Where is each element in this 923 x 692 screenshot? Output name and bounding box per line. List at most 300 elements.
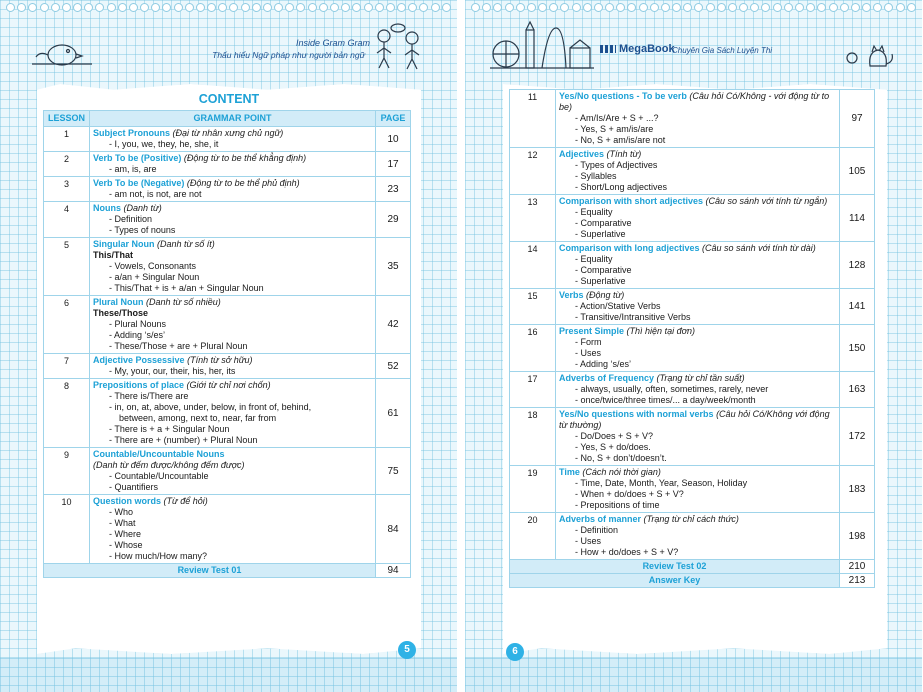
page-number: 17 — [376, 152, 411, 177]
lesson-number: 7 — [44, 354, 90, 379]
bird-doodle-icon — [28, 38, 98, 72]
grammar-point-title: Adverbs of Frequency — [559, 373, 655, 383]
spiral-hole — [538, 3, 547, 12]
page-number: 42 — [376, 296, 411, 354]
grammar-point-title: Singular Noun — [93, 239, 155, 249]
spiral-hole — [419, 3, 428, 12]
page-number: 172 — [840, 408, 875, 466]
grammar-item: - Types of Adjectives — [575, 160, 658, 170]
grammar-point-title: Verbs — [559, 290, 584, 300]
grammar-item: - in, on, at, above, under, below, in front of, behind, — [109, 402, 312, 412]
grammar-point-vietnamese: (Danh từ đếm được/không đếm được) — [93, 460, 245, 470]
lesson-number: 4 — [44, 202, 90, 238]
toc-row-lesson-10 — [44, 495, 411, 564]
grammar-point-vietnamese: (Động từ to be thể khẳng định) — [183, 153, 307, 163]
toc-row-lesson-5 — [44, 238, 411, 296]
spiral-hole — [907, 3, 916, 12]
grammar-item: - am not, is not, are not — [109, 189, 202, 199]
grammar-item: - When + do/does + S + V? — [575, 489, 684, 499]
grammar-item: - Syllables — [575, 171, 617, 181]
spiral-hole — [129, 3, 138, 12]
grammar-item: - No, S + don’t/doesn’t. — [575, 453, 667, 463]
lesson-number: 20 — [510, 513, 556, 560]
spiral-hole — [627, 3, 636, 12]
spiral-hole — [40, 3, 49, 12]
grammar-point-title: Time — [559, 467, 580, 477]
spiral-hole — [516, 3, 525, 12]
spiral-hole — [185, 3, 194, 12]
grammar-point-heading — [93, 239, 372, 250]
grammar-point — [556, 325, 840, 372]
spiral-hole — [527, 3, 536, 12]
lesson-number: 2 — [44, 152, 90, 177]
spiral-hole — [873, 3, 882, 12]
toc-row-lesson-18 — [510, 408, 875, 466]
spiral-hole — [95, 3, 104, 12]
grammar-point — [90, 202, 376, 238]
grammar-point — [90, 296, 376, 354]
grammar-point-heading — [559, 409, 836, 431]
spiral-hole — [386, 3, 395, 12]
grammar-point-heading — [93, 297, 372, 308]
review-page-number: 213 — [840, 574, 875, 588]
grammar-point-heading — [559, 373, 836, 384]
grammar-point-vietnamese: (Tính từ sở hữu) — [187, 355, 253, 365]
grammar-point-title: Subject Pronouns — [93, 128, 171, 138]
grammar-point-vietnamese: (Động từ) — [586, 290, 625, 300]
grammar-point-vietnamese: (Trạng từ chỉ tần suất) — [656, 373, 745, 383]
spiral-hole — [661, 3, 670, 12]
toc-row-review — [510, 574, 875, 588]
grammar-point — [90, 354, 376, 379]
grammar-point — [90, 238, 376, 296]
spiral-hole — [431, 3, 440, 12]
grammar-item: - am, is, are — [109, 164, 157, 174]
grammar-item: - Adding ‘s/es’ — [109, 330, 166, 340]
grammar-item: - Who — [109, 507, 134, 517]
cat-doodle-icon — [840, 36, 898, 70]
grammar-point-title: Adjective Possessive — [93, 355, 185, 365]
spiral-hole — [375, 3, 384, 12]
lesson-number: 1 — [44, 127, 90, 152]
spiral-hole — [840, 3, 849, 12]
grammar-point-vietnamese: (Câu hỏi Có/Không với động từ thường) — [559, 409, 830, 430]
toc-header-row — [44, 111, 411, 127]
grammar-item: - I, you, we, they, he, she, it — [109, 139, 219, 149]
grammar-item: - Definition — [109, 214, 153, 224]
spiral-hole — [761, 3, 770, 12]
grammar-subheading: This/That — [93, 250, 133, 260]
toc-row-lesson-3 — [44, 177, 411, 202]
spiral-hole — [560, 3, 569, 12]
page-number: 198 — [840, 513, 875, 560]
page-number: 29 — [376, 202, 411, 238]
lesson-number: 13 — [510, 195, 556, 242]
grammar-point-heading — [93, 203, 372, 214]
grammar-point-title: Yes/No questions with normal verbs — [559, 409, 714, 419]
review-label: Answer Key — [510, 574, 840, 588]
toc-row-lesson-20 — [510, 513, 875, 560]
toc-row-lesson-9 — [44, 448, 411, 495]
grammar-item: - There are + (number) + Plural Noun — [109, 435, 258, 445]
grammar-point-vietnamese: (Danh từ số ít) — [157, 239, 215, 249]
stick-figures-icon — [370, 22, 428, 74]
spiral-hole — [174, 3, 183, 12]
page-number: 150 — [840, 325, 875, 372]
grammar-item: - Comparative — [575, 218, 632, 228]
spiral-hole — [241, 3, 250, 12]
page-number: 75 — [376, 448, 411, 495]
grammar-point — [556, 289, 840, 325]
book-series-title: Inside Gram Gram — [295, 38, 370, 48]
content-title: CONTENT — [198, 92, 260, 106]
spiral-hole — [594, 3, 603, 12]
grammar-point-vietnamese: (Danh từ) — [123, 203, 162, 213]
lesson-number: 12 — [510, 148, 556, 195]
lesson-number: 16 — [510, 325, 556, 372]
spiral-hole — [6, 3, 15, 12]
spiral-hole — [683, 3, 692, 12]
grammar-point-heading — [559, 196, 836, 207]
grammar-point-title: Question words — [93, 496, 162, 506]
spiral-hole — [896, 3, 905, 12]
grammar-point-heading — [559, 514, 836, 525]
lesson-number: 15 — [510, 289, 556, 325]
grammar-item: - Adding ‘s/es’ — [575, 359, 632, 369]
page-number: 61 — [376, 379, 411, 448]
spiral-hole — [118, 3, 127, 12]
grammar-point-heading — [93, 380, 372, 391]
grammar-item: - Equality — [575, 207, 613, 217]
spiral-hole — [296, 3, 305, 12]
grammar-item: - Short/Long adjectives — [575, 182, 668, 192]
review-page-number: 210 — [840, 560, 875, 574]
grammar-item: - Where — [109, 529, 142, 539]
grammar-point-title: Adverbs of manner — [559, 514, 642, 524]
brand-name: MegaBook — [619, 43, 675, 55]
lesson-column-header: LESSON — [44, 111, 90, 127]
grammar-point-title: Adjectives — [559, 149, 605, 159]
grammar-item: - There is/There are — [109, 391, 189, 401]
grammar-item: - Vowels, Consonants — [109, 261, 197, 271]
grammar-item: - Countable/Uncountable — [109, 471, 209, 481]
spiral-hole — [694, 3, 703, 12]
grammar-item: - Prepositions of time — [575, 500, 660, 510]
spiral-hole — [442, 3, 451, 12]
grammar-item: - Superlative — [575, 229, 626, 239]
grammar-point-heading — [559, 467, 836, 478]
grammar-point-vietnamese: (Đại từ nhân xưng chủ ngữ) — [172, 128, 284, 138]
grammar-item: - Definition — [575, 525, 619, 535]
spiral-hole — [672, 3, 681, 12]
spiral-hole — [196, 3, 205, 12]
review-page-number: 94 — [376, 564, 411, 578]
grammar-point — [90, 495, 376, 564]
spiral-hole — [62, 3, 71, 12]
grammar-item: - My, your, our, their, his, her, its — [109, 366, 236, 376]
spiral-hole — [549, 3, 558, 12]
grammar-item: - Time, Date, Month, Year, Season, Holiday — [575, 478, 748, 488]
grammar-point — [90, 379, 376, 448]
toc-row-lesson-14 — [510, 242, 875, 289]
grammar-point-vietnamese: (Trạng từ chỉ cách thức) — [643, 514, 739, 524]
spiral-hole — [207, 3, 216, 12]
grammar-point-title: Verb To be (Positive) — [93, 153, 182, 163]
spiral-hole — [728, 3, 737, 12]
grammar-column-header: GRAMMAR POINT — [90, 111, 376, 127]
toc-row-lesson-1 — [44, 127, 411, 152]
page-number: 97 — [840, 90, 875, 148]
toc-row-lesson-15 — [510, 289, 875, 325]
grammar-item: - once/twice/three times/... a day/week/month — [575, 395, 756, 405]
spiral-hole — [151, 3, 160, 12]
grammar-point — [556, 242, 840, 289]
spiral-hole — [784, 3, 793, 12]
grammar-point-vietnamese: (Câu so sánh với tính từ ngắn) — [705, 196, 828, 206]
lesson-number: 5 — [44, 238, 90, 296]
page-number-left: 5 — [398, 641, 416, 659]
page-number: 114 — [840, 195, 875, 242]
spiral-hole — [795, 3, 804, 12]
page-number: 183 — [840, 466, 875, 513]
spiral-hole — [829, 3, 838, 12]
spiral-hole — [84, 3, 93, 12]
grammar-point-heading — [559, 149, 836, 160]
grammar-point-heading — [93, 178, 372, 189]
spiral-hole — [397, 3, 406, 12]
review-label: Review Test 01 — [44, 564, 376, 578]
spiral-hole — [229, 3, 238, 12]
grammar-item: - Do/Does + S + V? — [575, 431, 654, 441]
grammar-point-vietnamese: (Danh từ số nhiều) — [146, 297, 221, 307]
spiral-hole — [308, 3, 317, 12]
lesson-number: 17 — [510, 372, 556, 408]
grammar-item: - Quantifiers — [109, 482, 159, 492]
spiral-hole — [884, 3, 893, 12]
spiral-hole — [572, 3, 581, 12]
page-number-right: 6 — [506, 643, 524, 661]
spiral-hole — [773, 3, 782, 12]
grammar-point-vietnamese: (Tính từ) — [606, 149, 642, 159]
spiral-hole — [583, 3, 592, 12]
grammar-point-heading — [93, 153, 372, 164]
grammar-item: - Action/Stative Verbs — [575, 301, 661, 311]
spiral-hole — [471, 3, 480, 12]
grammar-item: - Yes, S + am/is/are — [575, 124, 654, 134]
grammar-point-heading — [93, 496, 372, 507]
page-column-header: PAGE — [376, 111, 411, 127]
book-subtitle: Thấu hiểu Ngữ pháp như người bản ngữ — [212, 50, 365, 60]
page-number: 128 — [840, 242, 875, 289]
grammar-point-heading — [93, 449, 372, 460]
grammar-item: - Comparative — [575, 265, 632, 275]
spiral-hole — [274, 3, 283, 12]
grammar-point-vietnamese: (Động từ to be thể phủ định) — [186, 178, 300, 188]
toc-row-review — [510, 560, 875, 574]
grammar-point — [556, 148, 840, 195]
spiral-hole — [218, 3, 227, 12]
grammar-item: - How + do/does + S + V? — [575, 547, 679, 557]
grammar-point-heading — [93, 128, 372, 139]
grammar-point-vietnamese: (Giới từ chỉ nơi chốn) — [186, 380, 271, 390]
grammar-item: - Form — [575, 337, 602, 347]
grammar-item: - always, usually, often, sometimes, rarely, never — [575, 384, 769, 394]
grammar-point — [90, 127, 376, 152]
grammar-item: - There is + a + Singular Noun — [109, 424, 230, 434]
grammar-point-heading — [559, 290, 836, 301]
grammar-point — [556, 372, 840, 408]
grammar-point-title: Present Simple — [559, 326, 625, 336]
spiral-binding-right — [471, 3, 916, 15]
grammar-point-vietnamese: (Thì hiện tại đơn) — [626, 326, 696, 336]
grammar-item: - Types of nouns — [109, 225, 176, 235]
spiral-hole — [806, 3, 815, 12]
lesson-number: 14 — [510, 242, 556, 289]
grammar-item: - These/Those + are + Plural Noun — [109, 341, 248, 351]
spiral-hole — [51, 3, 60, 12]
spiral-hole — [319, 3, 328, 12]
page-number: 52 — [376, 354, 411, 379]
grammar-item: - How much/How many? — [109, 551, 208, 561]
spiral-hole — [717, 3, 726, 12]
toc-row-review — [44, 564, 411, 578]
lesson-number: 9 — [44, 448, 90, 495]
grammar-point-title: Plural Noun — [93, 297, 144, 307]
megabook-logo — [600, 43, 675, 55]
spiral-hole — [862, 3, 871, 12]
spiral-hole — [263, 3, 272, 12]
toc-row-lesson-12 — [510, 148, 875, 195]
spiral-hole — [817, 3, 826, 12]
megabook-logo-icon — [600, 45, 616, 53]
spiral-hole — [650, 3, 659, 12]
grammar-point — [556, 195, 840, 242]
spiral-hole — [28, 3, 37, 12]
grammar-item: - Plural Nouns — [109, 319, 167, 329]
grammar-item: - Uses — [575, 536, 602, 546]
spiral-hole — [851, 3, 860, 12]
spiral-hole — [739, 3, 748, 12]
grammar-item: - This/That + is + a/an + Singular Noun — [109, 283, 264, 293]
grammar-item: - a/an + Singular Noun — [109, 272, 200, 282]
spiral-hole — [352, 3, 361, 12]
grammar-item: - What — [109, 518, 136, 528]
grammar-point-title: Comparison with short adjectives — [559, 196, 704, 206]
spiral-hole — [285, 3, 294, 12]
grammar-point-heading — [559, 91, 836, 113]
spiral-hole — [493, 3, 502, 12]
spiral-hole — [505, 3, 514, 12]
page-bottom-strip — [465, 658, 922, 692]
spiral-hole — [140, 3, 149, 12]
spiral-hole — [616, 3, 625, 12]
grammar-point-title: Verb To be (Negative) — [93, 178, 185, 188]
grammar-point — [90, 152, 376, 177]
toc-row-lesson-2 — [44, 152, 411, 177]
toc-row-lesson-16 — [510, 325, 875, 372]
toc-row-lesson-11 — [510, 90, 875, 148]
lesson-number: 3 — [44, 177, 90, 202]
grammar-item: between, among, next to, near, far from — [119, 413, 277, 423]
grammar-point — [556, 90, 840, 148]
page-number: 10 — [376, 127, 411, 152]
grammar-item: - Am/Is/Are + S + ...? — [575, 113, 659, 123]
lesson-number: 8 — [44, 379, 90, 448]
toc-table-right — [509, 89, 875, 588]
grammar-item: - Uses — [575, 348, 602, 358]
spiral-hole — [341, 3, 350, 12]
lesson-number: 11 — [510, 90, 556, 148]
spiral-binding-left — [6, 3, 451, 15]
grammar-point-title: Prepositions of place — [93, 380, 185, 390]
grammar-point-vietnamese: (Từ để hỏi) — [163, 496, 208, 506]
grammar-item: - Transitive/Intransitive Verbs — [575, 312, 691, 322]
grammar-point-heading — [93, 355, 372, 366]
page-number: 141 — [840, 289, 875, 325]
spiral-hole — [73, 3, 82, 12]
grammar-point — [556, 466, 840, 513]
spiral-hole — [706, 3, 715, 12]
spiral-hole — [364, 3, 373, 12]
grammar-point-heading — [559, 243, 836, 254]
grammar-item: - Equality — [575, 254, 613, 264]
brand-tagline: Chuyên Gia Sách Luyện Thi — [672, 46, 773, 55]
grammar-item: - Yes, S + do/does. — [575, 442, 651, 452]
lesson-number: 10 — [44, 495, 90, 564]
toc-row-lesson-4 — [44, 202, 411, 238]
grammar-point — [556, 408, 840, 466]
grammar-item: - Whose — [109, 540, 143, 550]
book-spine — [457, 0, 465, 692]
grammar-point-title: Comparison with long adjectives — [559, 243, 700, 253]
grammar-point-vietnamese: (Câu hỏi Có/Không - với động từ to be) — [559, 91, 830, 112]
grammar-point-title: Countable/Uncountable Nouns — [93, 449, 225, 459]
grammar-point — [90, 177, 376, 202]
review-label: Review Test 02 — [510, 560, 840, 574]
grammar-point-heading — [559, 326, 836, 337]
grammar-point-title: Nouns — [93, 203, 121, 213]
spiral-hole — [107, 3, 116, 12]
grammar-point-vietnamese: (Cách nói thời gian) — [582, 467, 661, 477]
grammar-point-vietnamese: (Câu so sánh với tính từ dài) — [702, 243, 816, 253]
page-number: 84 — [376, 495, 411, 564]
page-number: 105 — [840, 148, 875, 195]
spiral-hole — [408, 3, 417, 12]
grammar-item: - No, S + am/is/are not — [575, 135, 666, 145]
lesson-number: 19 — [510, 466, 556, 513]
grammar-item: - Superlative — [575, 276, 626, 286]
toc-row-lesson-6 — [44, 296, 411, 354]
spiral-hole — [252, 3, 261, 12]
toc-row-lesson-19 — [510, 466, 875, 513]
toc-row-lesson-8 — [44, 379, 411, 448]
toc-row-lesson-17 — [510, 372, 875, 408]
spiral-hole — [162, 3, 171, 12]
london-skyline-icon — [490, 20, 595, 74]
toc-table-left — [43, 110, 411, 578]
spiral-hole — [330, 3, 339, 12]
spiral-hole — [17, 3, 26, 12]
spiral-hole — [482, 3, 491, 12]
toc-row-lesson-13 — [510, 195, 875, 242]
spiral-hole — [639, 3, 648, 12]
spiral-hole — [750, 3, 759, 12]
page-bottom-strip — [0, 658, 457, 692]
toc-row-lesson-7 — [44, 354, 411, 379]
page-number: 35 — [376, 238, 411, 296]
spiral-hole — [605, 3, 614, 12]
page-number: 163 — [840, 372, 875, 408]
